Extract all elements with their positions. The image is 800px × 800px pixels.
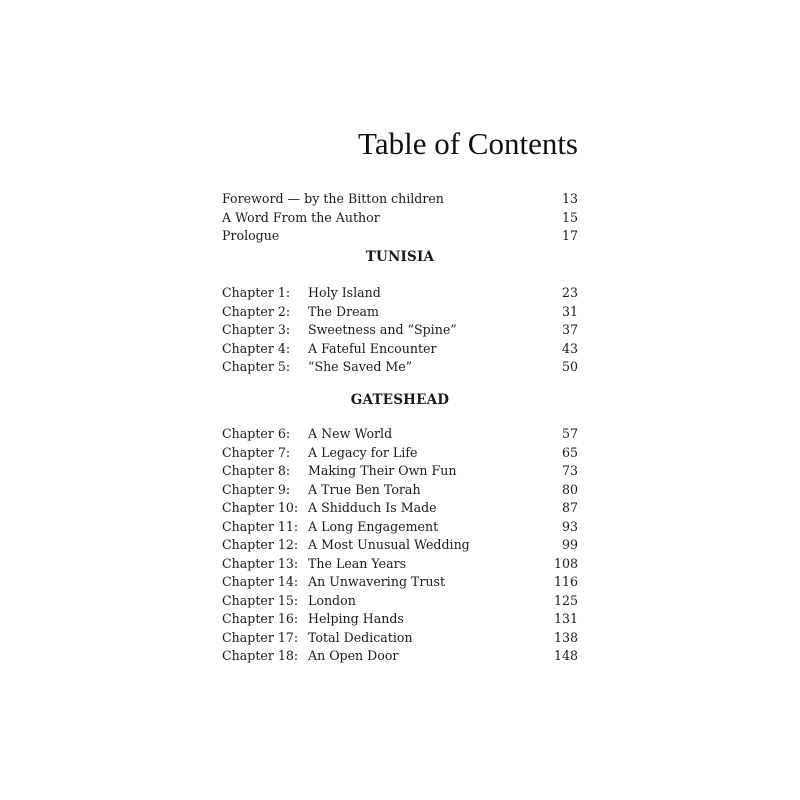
page-number: 131 [553,611,578,626]
page-number: 125 [553,592,578,608]
chapter-label: Chapter 13: [222,555,299,571]
section-chapter-list-tunisia [222,284,578,377]
chapter-title: A Long Engagement [308,518,439,534]
chapter-entry[interactable] [222,629,578,648]
page-number: 15 [561,209,578,225]
chapter-label: Chapter 12: [222,537,299,552]
chapter-entry[interactable] [222,321,578,340]
chapter-entry[interactable] [222,518,578,537]
chapter-label: Chapter 3: [222,322,291,337]
chapter-label: Chapter 2: [222,303,291,319]
chapter-entry[interactable] [222,444,578,463]
chapter-label: Chapter 10: [222,500,299,515]
chapter-title: Holy Island [308,285,381,300]
toc-entry[interactable] [222,190,578,209]
chapter-entry[interactable] [222,647,578,666]
chapter-label: Chapter 14: [222,574,299,589]
section-chapter-list-gateshead [222,425,578,666]
chapter-title: An Open Door [308,648,399,663]
chapter-label: Chapter 4: [222,340,291,356]
page-number: 37 [561,322,578,337]
chapter-title: A Legacy for Life [308,444,418,460]
chapter-entry[interactable] [222,425,578,444]
chapter-label: Chapter 1: [222,285,291,300]
chapter-entry[interactable] [222,284,578,303]
chapter-title: London [308,592,356,608]
page-number: 93 [561,518,578,534]
chapter-label: Chapter 5: [222,359,291,374]
chapter-label: Chapter 6: [222,426,291,441]
entry-title: A Word From the Author [222,209,380,225]
chapter-entry[interactable] [222,536,578,555]
page-title: Table of Contents [358,126,578,161]
page-number: 73 [561,463,578,478]
chapter-title: A Most Unusual Wedding [308,537,470,552]
chapter-title: A Fateful Encounter [308,340,437,356]
entry-title: Foreword — by the Bitton children [222,191,444,206]
page-number: 99 [561,537,578,552]
section-heading-gateshead: GATESHEAD [350,392,450,408]
section-heading-tunisia: TUNISIA [365,249,435,265]
chapter-entry[interactable] [222,462,578,481]
chapter-label: Chapter 9: [222,481,291,497]
chapter-entry[interactable] [222,358,578,377]
page-number: 31 [561,303,578,319]
chapter-label: Chapter 8: [222,463,291,478]
chapter-title: Total Dedication [308,629,413,645]
chapter-entry[interactable] [222,499,578,518]
chapter-entry[interactable] [222,592,578,611]
page-number: 87 [561,500,578,515]
chapter-label: Chapter 18: [222,648,299,663]
page-number: 43 [561,340,578,356]
chapter-title: A Shidduch Is Made [308,500,437,515]
chapter-entry[interactable] [222,340,578,359]
chapter-label: Chapter 15: [222,592,299,608]
page-number: 116 [553,574,578,589]
chapter-title: An Unwavering Trust [308,574,446,589]
page-number: 138 [553,629,578,645]
page-number: 65 [561,444,578,460]
chapter-title: A New World [308,426,393,441]
page-number: 57 [561,426,578,441]
chapter-entry[interactable] [222,573,578,592]
chapter-label: Chapter 17: [222,629,299,645]
chapter-title: The Dream [308,303,379,319]
toc-entry[interactable] [222,227,578,246]
chapter-title: Sweetness and “Spine” [308,322,457,337]
toc-entry[interactable] [222,209,578,228]
page-number: 50 [561,359,578,374]
front-matter-list [222,190,578,246]
entry-title: Prologue [222,228,280,243]
chapter-entry[interactable] [222,610,578,629]
chapter-entry[interactable] [222,481,578,500]
chapter-label: Chapter 11: [222,518,299,534]
chapter-entry[interactable] [222,303,578,322]
chapter-title: The Lean Years [308,555,407,571]
page-number: 23 [561,285,578,300]
page-number: 17 [561,228,578,243]
chapter-entry[interactable] [222,555,578,574]
chapter-title: “She Saved Me” [308,359,413,374]
chapter-title: Making Their Own Fun [308,463,457,478]
page-number: 13 [561,191,578,206]
chapter-label: Chapter 16: [222,611,299,626]
page-number: 80 [561,481,578,497]
chapter-title: A True Ben Torah [308,481,421,497]
toc-page [222,0,578,800]
page-number: 108 [553,555,578,571]
page-number: 148 [553,648,578,663]
chapter-title: Helping Hands [308,611,404,626]
chapter-label: Chapter 7: [222,444,291,460]
